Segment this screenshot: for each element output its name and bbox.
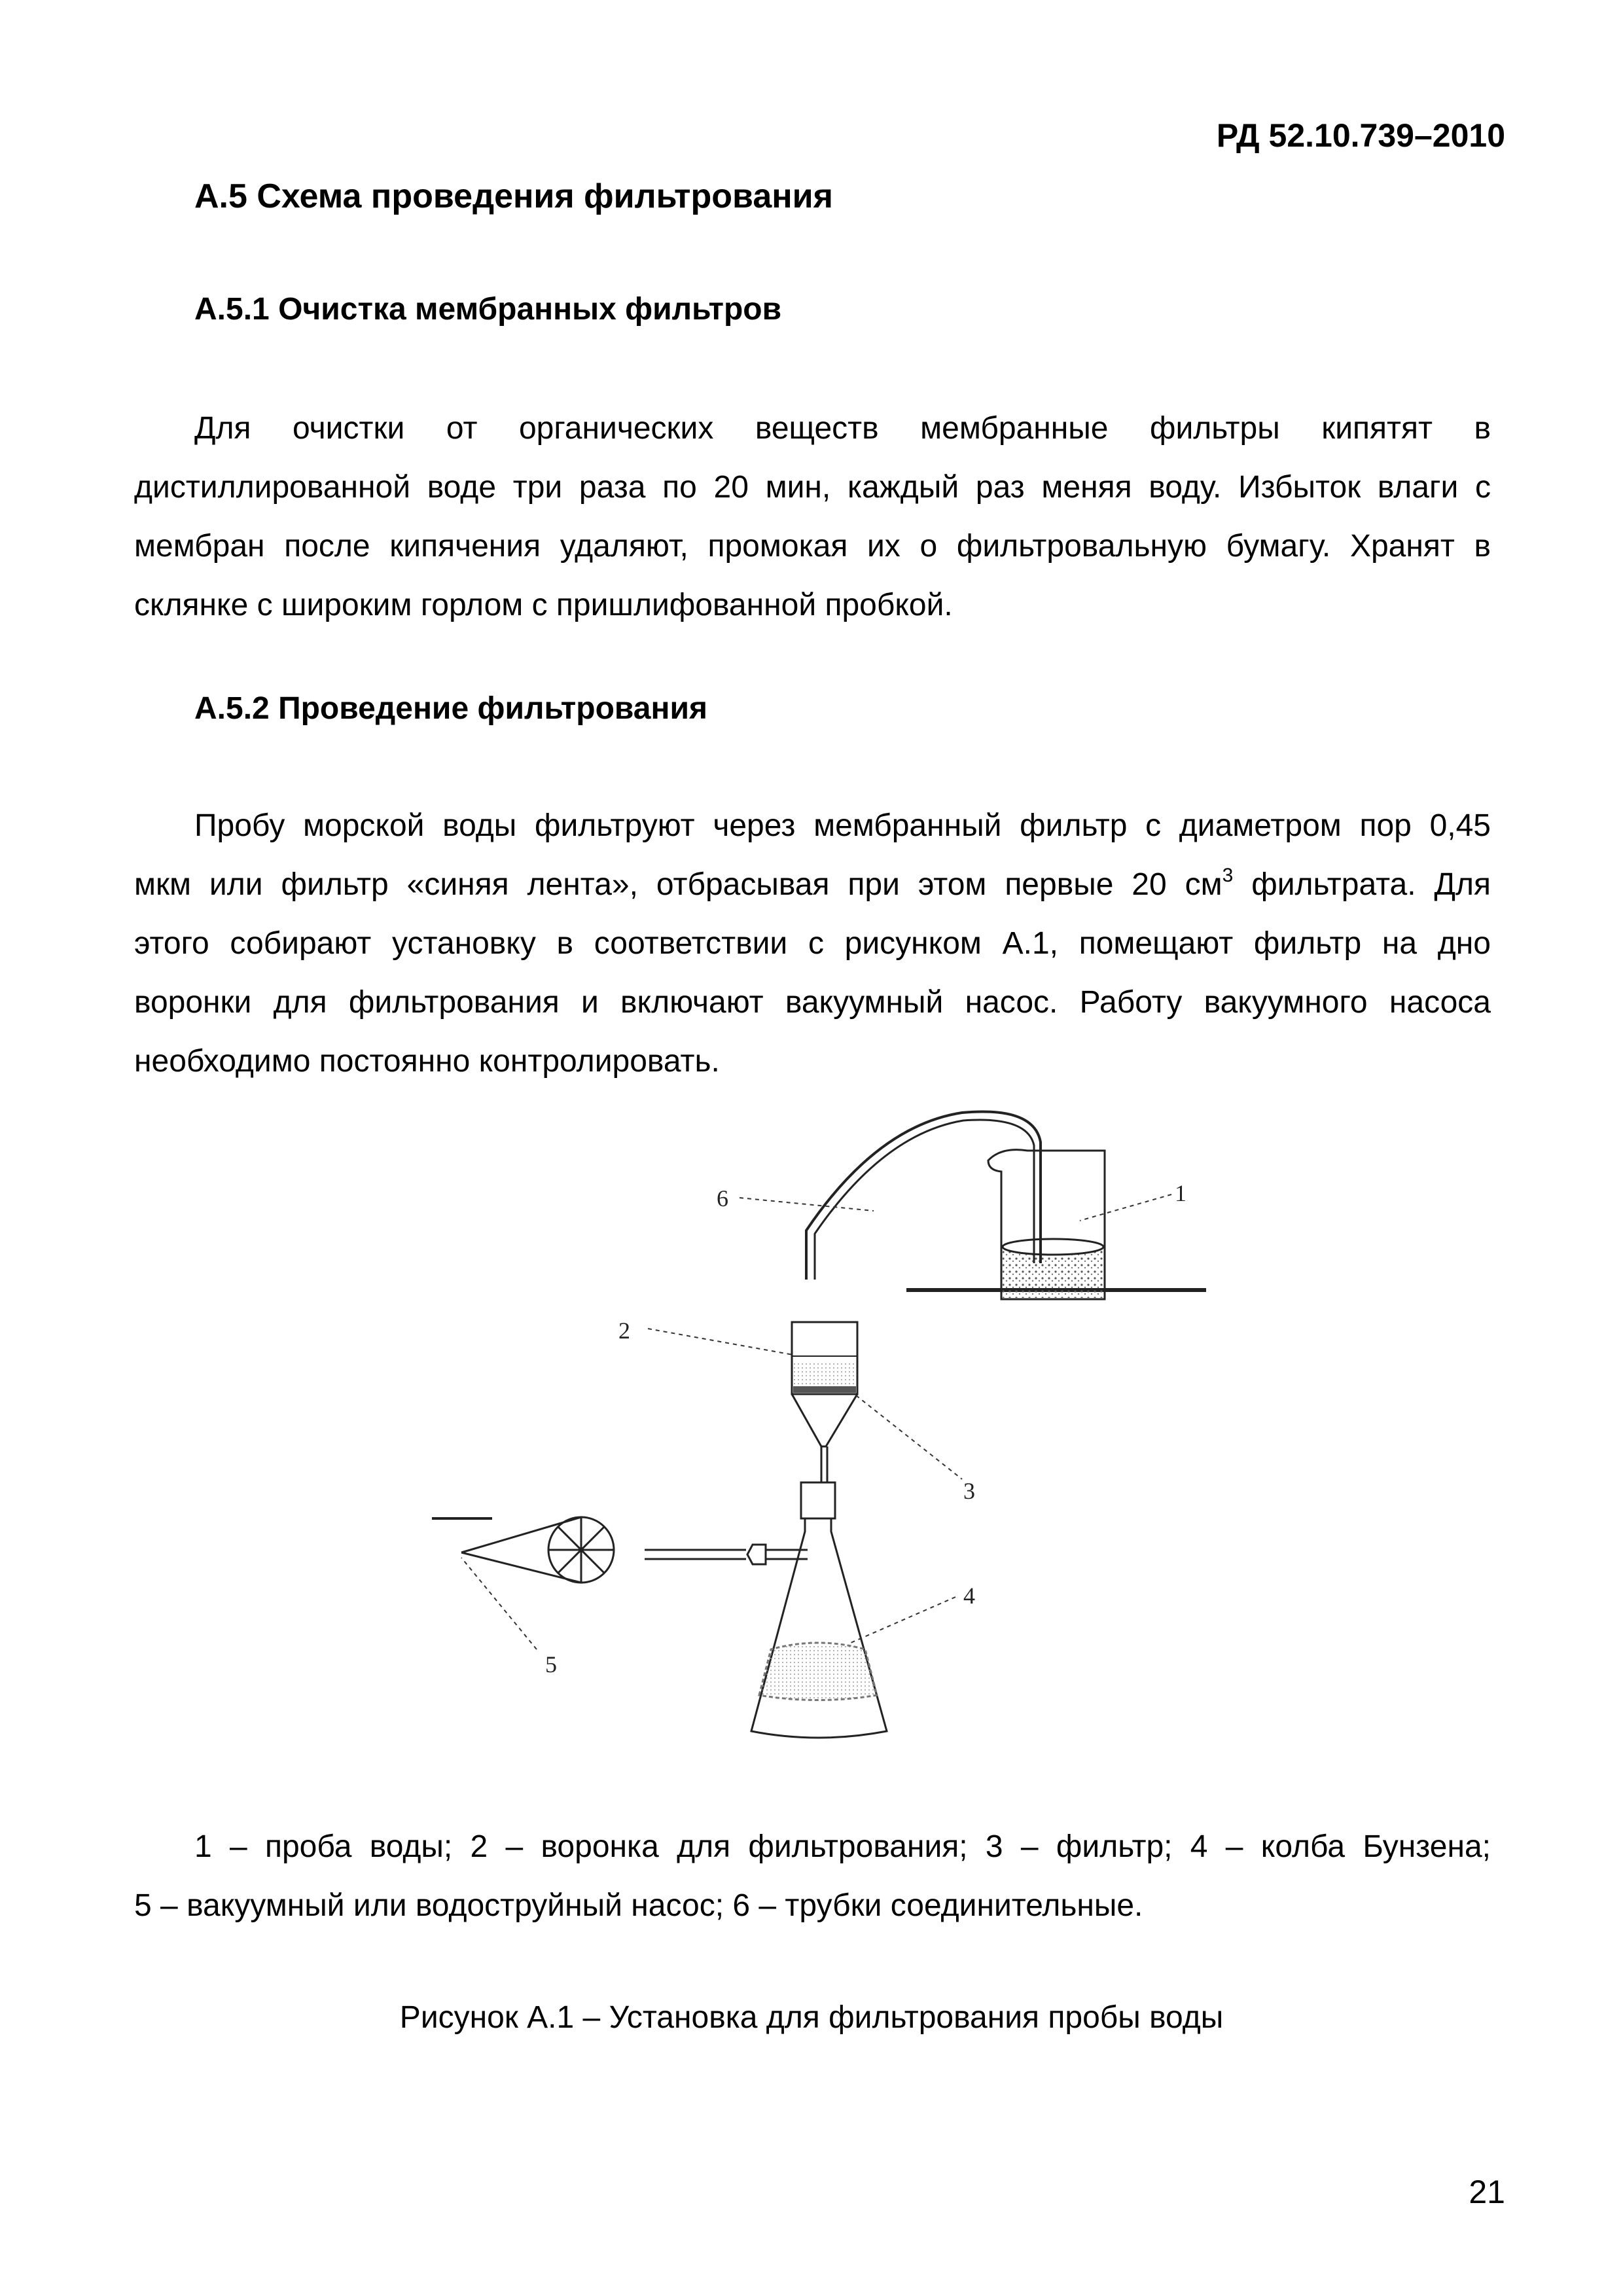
callout-6-line	[740, 1198, 874, 1211]
line-text: мкм или фильтр «синяя лента», отбрасывая при этом первые 20 см	[134, 867, 1222, 902]
document-code: РД 52.10.739–2010	[1216, 117, 1505, 154]
paragraph-line: необходимо постоянно контролировать.	[134, 1044, 720, 1079]
callout-1: 1	[1175, 1180, 1186, 1206]
callout-4: 4	[963, 1583, 975, 1609]
bunsen-flask	[747, 1482, 887, 1738]
callout-2-line	[648, 1329, 793, 1355]
subsection-1-paragraph	[134, 399, 1491, 635]
callout-2: 2	[618, 1318, 630, 1344]
membrane-filter	[793, 1386, 856, 1393]
filtration-apparatus-figure	[393, 1100, 1243, 1754]
callout-3: 3	[963, 1478, 975, 1504]
superscript: 3	[1222, 865, 1234, 886]
filter-funnel	[792, 1322, 857, 1482]
line-text: фильтрата. Для	[1233, 867, 1491, 902]
paragraph-line: Для очистки от органических веществ мембранные фильтры кипятят в	[194, 411, 1491, 446]
callout-1-line	[1080, 1194, 1171, 1221]
section-title: А.5 Схема проведения фильтрования	[194, 177, 833, 215]
legend-line: 5 – вакуумный или водоструйный насос; 6 – трубки соединительные.	[134, 1888, 1143, 1923]
callout-6: 6	[717, 1185, 728, 1211]
subsection-2-paragraph	[134, 797, 1491, 1091]
paragraph-line: склянке с широким горлом с пришлифованной пробкой.	[134, 588, 953, 622]
paragraph-line: воронки для фильтрования и включают вакуумный насос. Работу вакуумного насоса	[134, 985, 1491, 1020]
callout-4-line	[851, 1597, 955, 1643]
legend-line: 1 – проба воды; 2 – воронка для фильтрования; 3 – фильтр; 4 – колба Бунзена;	[194, 1829, 1491, 1864]
paragraph-line: мембран после кипячения удаляют, промокая их о фильтровальную бумагу. Хранят в	[134, 529, 1491, 564]
paragraph-line: этого собирают установку в соответствии с рисунком А.1, помещают фильтр на дно	[134, 926, 1491, 961]
paragraph-line: Пробу морской воды фильтруют через мембранный фильтр с диаметром пор 0,45	[194, 808, 1491, 843]
callout-3-line	[856, 1395, 962, 1479]
subsection-2-title: А.5.2 Проведение фильтрования	[194, 691, 707, 726]
vacuum-pump	[432, 1517, 746, 1583]
callout-5: 5	[545, 1651, 557, 1677]
callout-5-line	[461, 1558, 537, 1649]
paragraph-line	[134, 855, 1491, 914]
sample-beaker	[988, 1150, 1105, 1299]
paragraph-line: дистиллированной воде три раза по 20 мин, каждый раз меняя воду. Избыток влаги с	[134, 470, 1491, 505]
subsection-1-title: А.5.1 Очистка мембранных фильтров	[194, 292, 782, 327]
figure-caption: Рисунок А.1 – Установка для фильтрования пробы воды	[399, 2000, 1224, 2035]
figure-legend	[134, 1818, 1491, 1935]
page-number: 21	[1469, 2174, 1505, 2210]
